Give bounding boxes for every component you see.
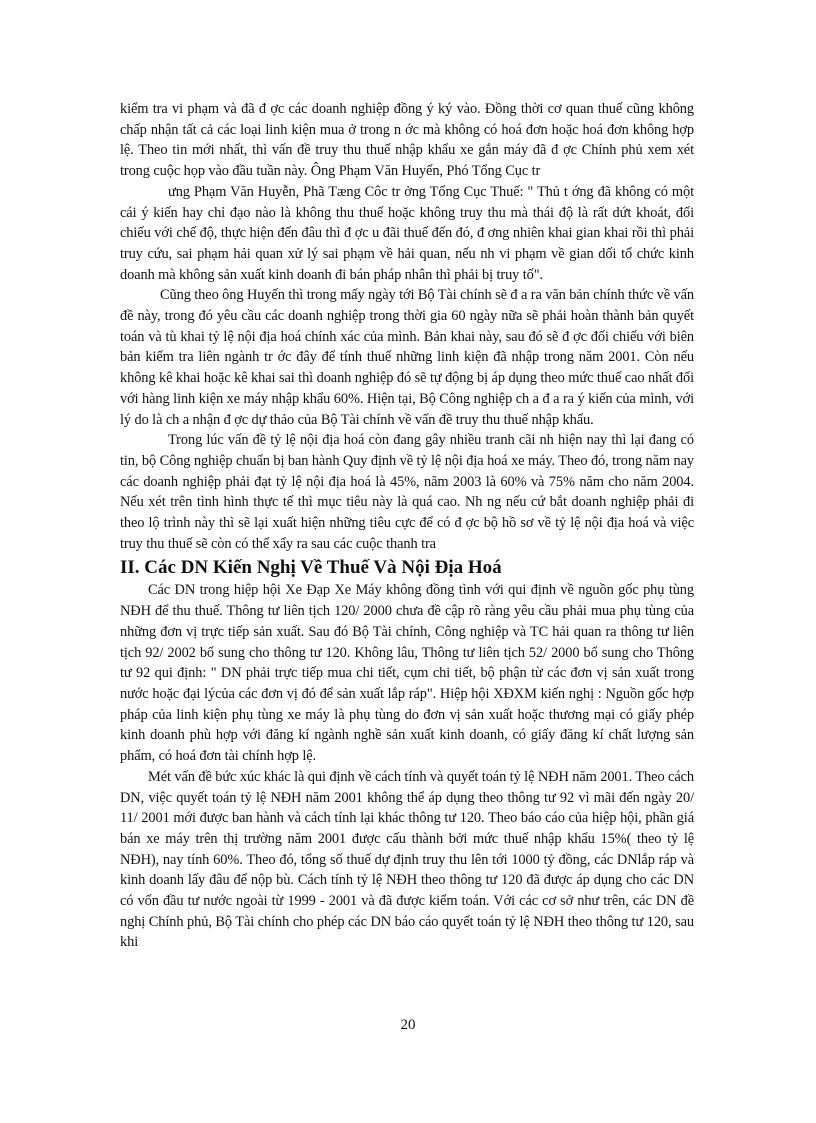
paragraph-5: Các DN trong hiệp hội Xe Đạp Xe Máy không đồng tình với qui định về nguồn gốc phụ tùng NĐH để thu thuế. Thông tư liên tịch 120/ 2000 chưa đề cập rõ ràng yêu cầu phải mua phụ tùng của những đơn vị trực tiếp sản xuất. Sau đó Bộ Tài chính, Công nghiệp và TC hải quan ra thông tư liên tịch 92/ 2002 bổ sung cho thông tư 120. Không lâu, Thông tư liên tịch 52/ 2000 bổ sung cho Thông tư 92 qui định: " DN phải trực tiếp mua chi tiết, cụm chi tiết, bộ phận từ các đơn vị sản xuất trong nước hoặc đại lýcủa các đơn vị đó để sản xuất lắp ráp". Hiệp hội XĐXM kiến nghị : Nguồn gốc hợp pháp của linh kiện phụ tùng xe máy là phụ tùng do đơn vị sản xuất hoặc thương mại có giấy phép kinh doanh phù hợp với đăng kí ngành nghề sản xuất kinh doanh, có giấy đăng kí chất lượng sản phẩm, có hoá đơn tài chính hợp lệ. xyxy=(120,582,694,765)
paragraph-3: Cũng theo ông Huyến thì trong mấy ngày tới Bộ Tài chính sẽ đ a ra văn bản chính thức về vấn đề này, trong đó yêu cầu các doanh nghiệp trong thời gia 60 ngày nữa sẽ phải hoàn thành bản quyết toán và tù khai tỷ lệ nội địa hoá chính xác của mình. Bản khai này, sau đó sẽ đ ợc đối chiếu với biên bản kiểm tra liên ngành tr ớc đây để tính thuế những linh kiện đã nhập trong năm 2001. Còn nếu không kê khai hoặc kê khai sai thì doanh nghiệp đó sẽ tự động bị áp dụng theo mức thuế cao nhất đối với hàng linh kiện xe máy nhập khẩu 60%. Hiện tại, Bộ Công nghiệp ch a đ a ra ý kiến của mình, với lý do là ch a nhận đ ợc dự thảo của Bộ Tài chính về vấn đề truy thu thuế nhập khẩu. xyxy=(120,287,694,428)
paragraph-6: Mét vấn đề bức xúc khác là qui định về cách tính và quyết toán tỷ lệ NĐH năm 2001. Theo cách DN, việc quyết toán tỷ lệ NĐH năm 2001 không thể áp dụng theo thông tư 92 vì mãi đến ngày 20/ 11/ 2001 mới được ban hành và cách tính lại khác thông tư 120. Theo báo cáo của hiệp hội, phần giá bán xe máy trên thị trường năm 2001 được cấu thành bởi mức thuế nhập khẩu 15%( theo tỷ lệ NĐH), nay tính 60%. Theo đó, tổng số thuế dự định truy thu lên tới 1000 tỷ đồng, các DNlắp ráp và kinh doanh lấy đâu để nộp bù. Cách tính tỷ lệ NĐH theo thông tư 120 đã được áp dụng cho các DN có vốn đầu tư nước ngoài từ 1999 - 2001 và đã được kiểm toán. Với các cơ sở như trên, các DN đề nghị Chính phủ, Bộ Tài chính cho phép các DN báo cáo quyết toán tỷ lệ NĐH theo thông tư 120, sau khi xyxy=(120,768,694,951)
paragraph-4: Trong lúc vấn đề tỷ lệ nội địa hoá còn đang gây nhiều tranh cãi nh hiện nay thì lại đang có tin, bộ Công nghiệp chuẩn bị ban hành Quy định về tỷ lệ nội địa hoá xe máy. Theo đó, trong năm nay các doanh nghiệp phải đạt tỷ lệ nội địa hoá là 45%, năm 2003 là 60% và 75% năm cho năm 2004. Nếu xét trên tình hình thực tế thì mục tiêu này là quá cao. Nh ng nếu cứ bắt doanh nghiệp phải đi theo lộ trình này thì sẽ lại xuất hiện những tiêu cực để có đ ợc bộ hồ sơ về tỷ lệ nội địa hoá và việc truy thu thuế sẽ còn có thể xẩy ra sau các cuộc thanh tra xyxy=(120,432,694,552)
paragraph-1: kiểm tra vi phạm và đã đ ợc các doanh nghiệp đồng ý ký vào. Đồng thời cơ quan thuế cũng không chấp nhận tất cả các loại linh kiện mua ở trong n ớc mà không có hoá đơn hoặc hoá đơn không hợp lệ. Theo tin mới nhất, thì vấn đề truy thu thuế nhập khẩu xe gắn máy đã đ ợc Chính phủ xem xét trong cuộc họp vào đầu tuần này. Ông Phạm Văn Huyến, Phó Tổng Cục tr xyxy=(120,101,694,180)
page-number: 20 xyxy=(400,1017,416,1033)
paragraph-2: ưng Phạm Văn Huyễn, Phã Tæng Côc tr ởng Tổng Cục Thuế: " Thủ t ớng đã không có một cái ý kiến hay chỉ đạo nào là không thu thuế hoặc không truy thu mà thái độ là rất dứt khoát, đối chiếu với chế độ, thực hiện đến đâu thì đ ợc u đãi thuế đến đó, đ ơng nhiên khai gian khai rồi thì phải truy cứu, sai phạm hải quan xử lý sai phạm về hải quan, nếu nh vi phạm về gian dối tổ chức kinh doanh mà không sản xuất kinh doanh đi bán pháp nhân thì phải bị truy tố". xyxy=(120,183,694,283)
page-body xyxy=(120,99,694,953)
section-heading: II. Các DN Kiến Nghị Về Thuế Và Nội Địa Hoá xyxy=(120,557,502,579)
